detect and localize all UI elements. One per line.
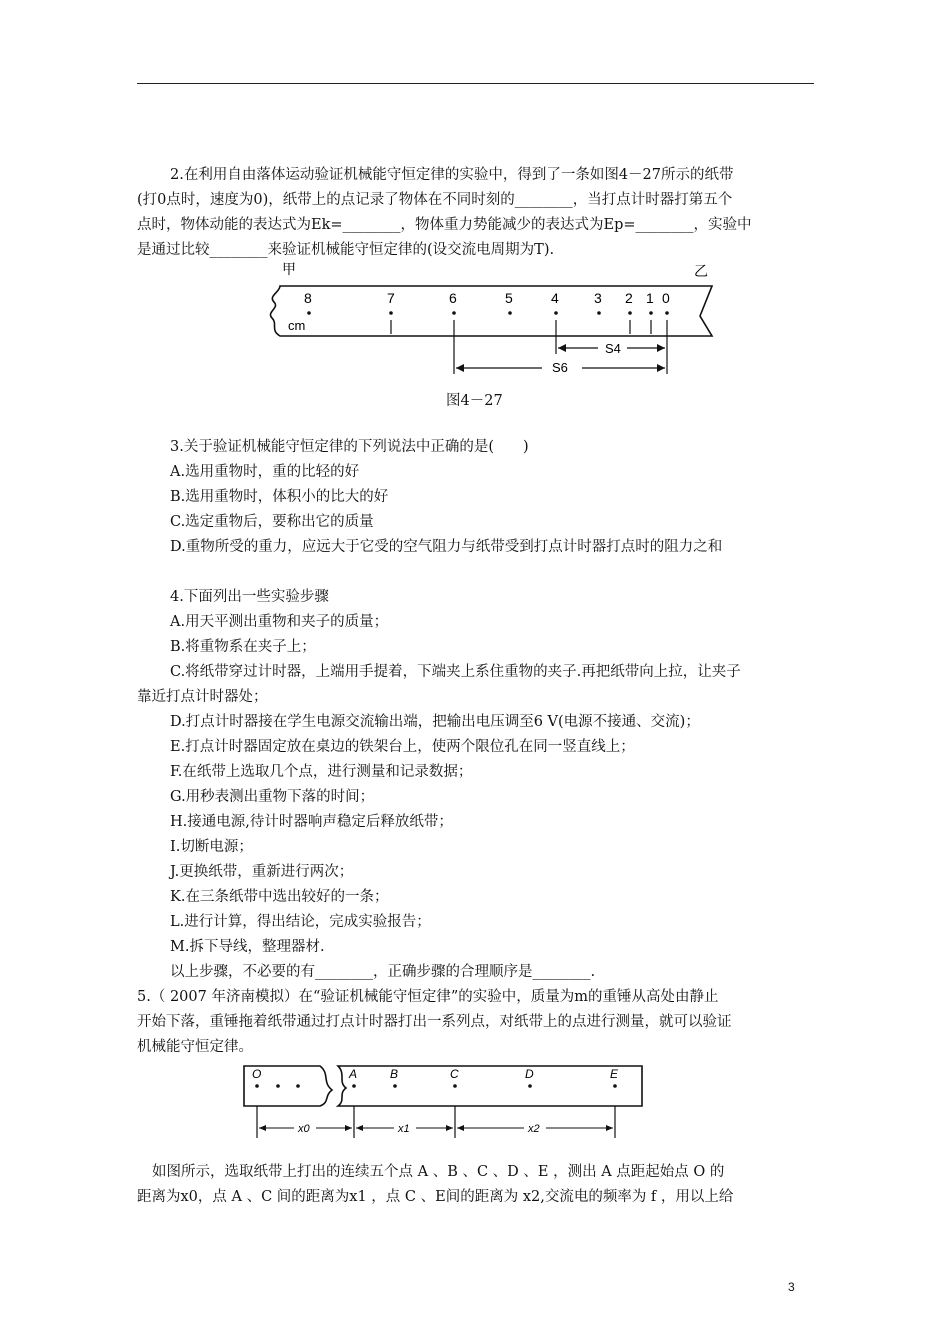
point-label-2: 2 — [625, 290, 633, 306]
paper-tape-figure-1 — [262, 258, 722, 380]
point-dot-0 — [665, 311, 669, 315]
figure-caption: 图4－27 — [446, 393, 503, 409]
point-dot-8 — [307, 311, 311, 315]
tail-line-1: 如图所示，选取纸带上打出的连续五个点 A 、B 、C 、D 、E ，测出 A 点距起始点 O 的 — [152, 1164, 725, 1180]
q4-step-j: J.更换纸带，重新进行两次； — [170, 864, 354, 880]
q5-line-2: 开始下落，重锤拖着纸带通过打点计时器打出一系列点，对纸带上的点进行测量，就可以验证 — [137, 1014, 732, 1030]
q4-step-h: H.接通电源,待计时器响声稳定后释放纸带； — [170, 814, 453, 830]
point-label-7: 7 — [387, 290, 395, 306]
q3-stem: 3.关于验证机械能守恒定律的下列说法中正确的是( ) — [170, 439, 529, 455]
q4-step-c-1: C.将纸带穿过计时器，上端用手提着，下端夹上系住重物的夹子.再把纸带向上拉，让夹子 — [170, 664, 741, 680]
q4-step-b: B.将重物系在夹子上； — [170, 639, 316, 655]
tape-end-right-label: 乙 — [694, 263, 708, 279]
q4-step-i: I.切断电源； — [170, 839, 253, 855]
s6-label: S6 — [552, 360, 568, 375]
point-dot-3 — [597, 311, 601, 315]
q4-step-e: E.打点计时器固定放在桌边的铁架台上，使两个限位孔在同一竖直线上； — [170, 739, 635, 755]
point-dot-6 — [452, 311, 456, 315]
point-label-1: 1 — [646, 290, 654, 306]
tape-segment-right — [338, 1066, 642, 1106]
fig2-x2-label: x2 — [528, 1123, 540, 1135]
q2-line-4: 是通过比较________来验证机械能守恒定律的(设交流电周期为T). — [137, 242, 555, 258]
fig2-x1-label: x1 — [398, 1123, 410, 1135]
tail-line-2: 距离为x0，点 A 、C 间的距离为x1 ，点 C 、E间的距离为 x2,交流电的频率为 f ，用以上给 — [137, 1189, 734, 1205]
point-dot-1 — [649, 311, 653, 315]
q4-stem: 4.下面列出一些实验步骤 — [170, 589, 329, 605]
paper-tape-figure-2 — [240, 1060, 652, 1144]
fig2-label-b: B — [390, 1067, 399, 1081]
page-number: 3 — [788, 1280, 795, 1294]
fig2-label-c: C — [450, 1067, 459, 1081]
fig2-label-o: O — [252, 1067, 262, 1081]
q4-step-a: A.用天平测出重物和夹子的质量； — [170, 614, 389, 630]
point-label-3: 3 — [594, 290, 602, 306]
q4-step-d: D.打点计时器接在学生电源交流输出端，把输出电压调至6 V(电源不接通、交流)； — [170, 714, 700, 730]
q4-step-l: L.进行计算，得出结论，完成实验报告； — [170, 914, 431, 930]
tape-end-left-label: 甲 — [282, 261, 296, 277]
q4-step-k: K.在三条纸带中选出较好的一条； — [170, 889, 389, 905]
point-label-8: 8 — [304, 290, 312, 306]
q4-step-f: F.在纸带上选取几个点，进行测量和记录数据； — [170, 764, 473, 780]
point-label-4: 4 — [551, 290, 559, 306]
tape-unit-label: cm — [288, 318, 306, 333]
point-dot-2 — [628, 311, 632, 315]
q2-line-3: 点时，物体动能的表达式为Ek=________，物体重力势能减少的表达式为Ep=________，实验中 — [137, 217, 752, 233]
point-dot-5 — [508, 311, 512, 315]
header-rule — [137, 83, 814, 84]
q3-option-d: D.重物所受的重力，应远大于它受的空气阻力与纸带受到打点计时器打点时的阻力之和 — [170, 539, 723, 555]
s4-label: S4 — [605, 341, 621, 356]
q5-line-3: 机械能守恒定律。 — [137, 1039, 253, 1055]
q3-option-a: A.选用重物时，重的比轻的好 — [170, 464, 360, 480]
point-label-0: 0 — [662, 290, 670, 306]
q4-question: 以上步骤，不必要的有________，正确步骤的合理顺序是________. — [170, 964, 596, 980]
q4-step-c-2: 靠近打点计时器处； — [137, 689, 268, 705]
point-dot-4 — [554, 311, 558, 315]
q2-line-1: 2.在利用自由落体运动验证机械能守恒定律的实验中，得到了一条如图4－27所示的纸带 — [170, 167, 734, 183]
q3-option-b: B.选用重物时，体积小的比大的好 — [170, 489, 389, 505]
q2-line-2: (打0点时，速度为0)，纸带上的点记录了物体在不同时刻的________，当打点计时器打第五个 — [137, 192, 733, 208]
fig2-label-d: D — [525, 1067, 534, 1081]
q3-option-c: C.选定重物后，要称出它的质量 — [170, 514, 374, 530]
q4-step-m: M.拆下导线，整理器材. — [170, 939, 325, 955]
point-dot-7 — [389, 311, 393, 315]
point-label-5: 5 — [505, 290, 513, 306]
q5-line-1: 5.（ 2007 年济南模拟）在“验证机械能守恒定律”的实验中，质量为m的重锤从高处由静止 — [137, 989, 719, 1005]
fig2-x0-label: x0 — [298, 1123, 310, 1135]
fig2-label-a: A — [349, 1067, 358, 1081]
point-label-6: 6 — [449, 290, 457, 306]
q4-step-g: G.用秒表测出重物下落的时间； — [170, 789, 375, 805]
fig2-label-e: E — [610, 1067, 619, 1081]
tape-points — [304, 290, 670, 315]
